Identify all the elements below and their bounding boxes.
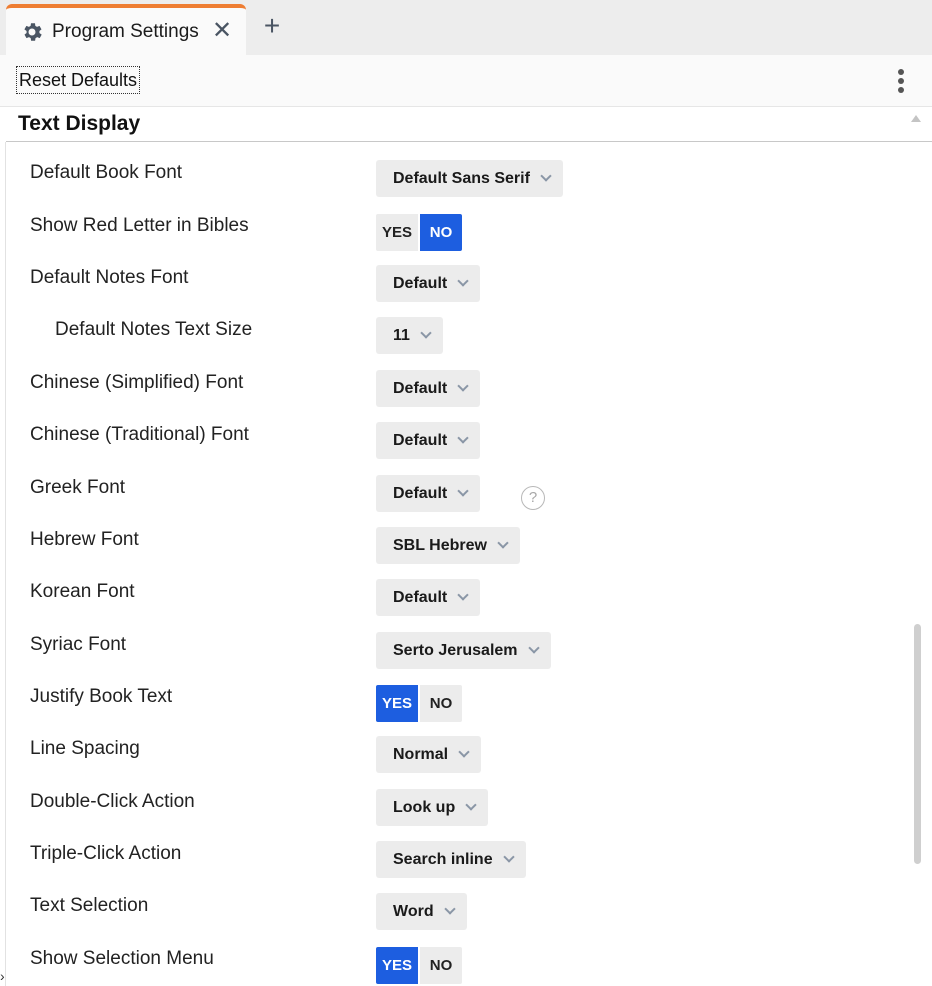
setting-label: Default Notes Text Size: [55, 319, 253, 340]
chevron-down-icon: [458, 485, 469, 496]
setting-row: [6, 723, 911, 775]
toggle-no-button[interactable]: NO: [420, 947, 462, 984]
chevron-down-icon: [497, 537, 508, 548]
setting-label: Justify Book Text: [30, 686, 173, 707]
setting-label: Chinese (Traditional) Font: [30, 424, 249, 445]
yes-no-toggle: [376, 214, 462, 251]
tab-program-settings[interactable]: [6, 4, 246, 56]
yes-no-toggle: [376, 947, 462, 984]
dropdown-value: Default: [393, 274, 448, 292]
setting-row: [6, 147, 911, 199]
help-icon[interactable]: ?: [521, 486, 545, 510]
setting-label: Chinese (Simplified) Font: [30, 372, 244, 393]
section-header: [6, 107, 932, 142]
chevron-right-icon[interactable]: ›: [0, 968, 5, 984]
plus-icon[interactable]: +: [263, 10, 281, 41]
setting-dropdown[interactable]: [376, 579, 480, 616]
gear-icon: [20, 20, 44, 44]
chevron-down-icon: [540, 170, 551, 181]
setting-dropdown[interactable]: [376, 527, 520, 564]
chevron-down-icon: [458, 380, 469, 391]
chevron-down-icon: [458, 746, 469, 757]
setting-label: Show Selection Menu: [30, 948, 214, 969]
dropdown-value: 11: [393, 326, 410, 344]
dropdown-value: SBL Hebrew: [393, 536, 487, 554]
dropdown-value: Default: [393, 379, 448, 397]
setting-label: Syriac Font: [30, 634, 127, 655]
setting-row: [6, 514, 911, 566]
tab-title: Program Settings: [52, 21, 199, 42]
toggle-yes-button[interactable]: YES: [376, 685, 418, 722]
setting-label: Show Red Letter in Bibles: [30, 215, 249, 236]
setting-dropdown[interactable]: [376, 632, 551, 669]
setting-dropdown[interactable]: [376, 893, 467, 930]
setting-row: [6, 252, 911, 304]
dropdown-value: Default: [393, 588, 448, 606]
dropdown-value: Normal: [393, 745, 449, 763]
setting-row: [6, 880, 911, 932]
chevron-down-icon: [420, 327, 431, 338]
chevron-down-icon: [444, 903, 455, 914]
toggle-no-button[interactable]: NO: [420, 685, 462, 722]
toggle-no-button[interactable]: NO: [420, 214, 462, 251]
setting-row: [6, 462, 911, 514]
dropdown-value: Serto Jerusalem: [393, 641, 518, 659]
setting-dropdown[interactable]: [376, 475, 480, 512]
toggle-yes-button[interactable]: YES: [376, 214, 418, 251]
setting-row: [6, 566, 911, 618]
scroll-up-arrow-icon[interactable]: [911, 115, 921, 122]
setting-dropdown[interactable]: [376, 160, 563, 197]
reset-defaults-button[interactable]: Reset Defaults: [16, 66, 140, 94]
chevron-down-icon: [528, 642, 539, 653]
chevron-down-icon: [458, 275, 469, 286]
setting-row: [6, 828, 911, 880]
setting-row: [6, 200, 911, 252]
setting-label: Triple-Click Action: [30, 843, 182, 864]
scrollbar-thumb[interactable]: [914, 624, 921, 864]
chevron-down-icon: [458, 432, 469, 443]
more-vertical-icon[interactable]: [892, 67, 910, 95]
setting-label: Greek Font: [30, 477, 126, 498]
setting-dropdown[interactable]: [376, 370, 480, 407]
setting-dropdown[interactable]: [376, 422, 480, 459]
toolbar: [0, 55, 932, 107]
setting-row: [6, 409, 911, 461]
setting-row: [6, 304, 911, 356]
setting-row: [6, 357, 911, 409]
setting-row: [6, 619, 911, 671]
setting-label: Text Selection: [30, 895, 149, 916]
setting-dropdown[interactable]: [376, 736, 481, 773]
chevron-down-icon: [466, 799, 477, 810]
toggle-yes-button[interactable]: YES: [376, 947, 418, 984]
dropdown-value: Search inline: [393, 850, 493, 868]
setting-dropdown[interactable]: [376, 317, 443, 354]
setting-dropdown[interactable]: [376, 841, 526, 878]
dropdown-value: Look up: [393, 798, 456, 816]
dropdown-value: Default: [393, 484, 448, 502]
setting-label: Line Spacing: [30, 738, 140, 759]
close-icon[interactable]: ✕: [212, 17, 233, 44]
setting-row: [6, 671, 911, 723]
section-title: Text Display: [18, 112, 141, 135]
setting-label: Default Notes Font: [30, 267, 189, 288]
yes-no-toggle: [376, 685, 462, 722]
setting-label: Double-Click Action: [30, 791, 195, 812]
dropdown-value: Default Sans Serif: [393, 169, 530, 187]
dropdown-value: Word: [393, 902, 434, 920]
setting-dropdown[interactable]: [376, 265, 480, 302]
tab-bar: [0, 0, 932, 55]
setting-row: [6, 776, 911, 828]
dropdown-value: Default: [393, 431, 448, 449]
chevron-down-icon: [458, 589, 469, 600]
setting-dropdown[interactable]: [376, 789, 488, 826]
setting-label: Korean Font: [30, 581, 135, 602]
settings-list: [6, 142, 911, 986]
setting-label: Default Book Font: [30, 162, 183, 183]
setting-row: [6, 933, 911, 985]
chevron-down-icon: [503, 851, 514, 862]
setting-label: Hebrew Font: [30, 529, 139, 550]
